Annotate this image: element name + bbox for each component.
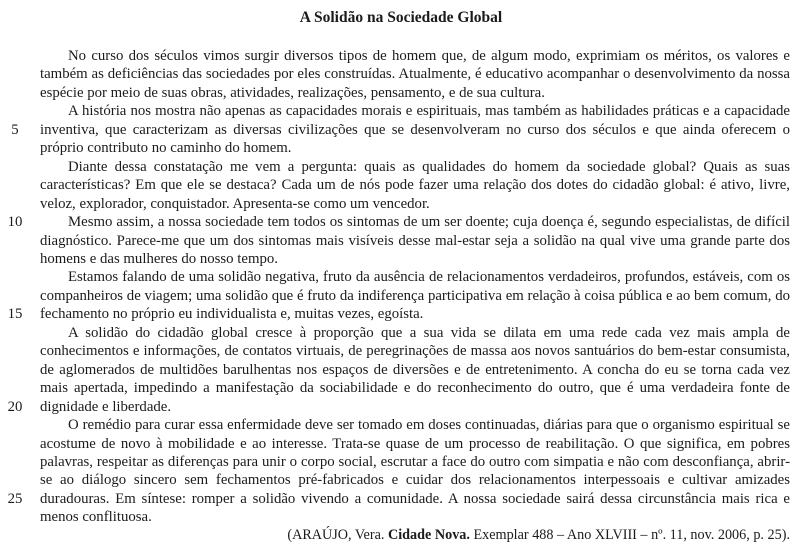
paragraph-3: Diante dessa constatação me vem a pergunta: quais as qualidades do homem da sociedade global? Quais as suas características? Em que ele se destaca? Cada um de nós pode fazer uma relação dos dotes do cidadão global: é ativo, livre, veloz, explorador, conquistador. Apresenta-se como um vencedor. [40, 158, 790, 212]
document-body [40, 47, 790, 527]
citation-author: (ARAÚJO, Vera. [287, 527, 388, 543]
paragraph-4: Mesmo assim, a nossa sociedade tem todos os sintomas de um ser doente; cuja doença é, segundo especialistas, de difícil diagnóstico. Parece-me que um dos sintomas mais visíveis desse mal-estar seja a solidão na qual vive uma grande parte dos homens e das mulheres do nosso tempo. [40, 214, 790, 267]
paragraph-1: No curso dos séculos vimos surgir diversos tipos de homem que, de algum modo, exprimiam os méritos, os valores e também as deficiências das sociedades por eles construídas. Atualmente, é educativo acompanhar o desenvolvimento da nossa espécie por meio de suas obras, atividades, realizações, pensamento, e de sua cultura. [40, 48, 790, 101]
citation-details: Exemplar 488 – Ano XLVIII – nº. 11, nov. 2006, p. 25). [469, 527, 790, 543]
paragraph-2: A história nos mostra não apenas as capacidades morais e espirituais, mas também as habilidades práticas e a capacidade inventiva, que caracterizam as diversas civilizações que se desenvolveram no curso dos séculos e que ainda oferecem o próprio contributo no caminho do homem. [40, 103, 790, 157]
line-number-10: 10 [7, 214, 23, 231]
paragraph-6: A solidão do cidadão global cresce à proporção que a sua vida se dilata em uma rede cada vez mais ampla de conhecimentos e informações, de contatos virtuais, de peregrinações de massa aos novos santuários do bem-estar consumista, de aglomerados de multidões barulhentas nos espaços de diversões e de entretenimento. A concha do eu se torna cada vez mais apertada, impedindo a manifestação da sociabilidade e do reconhecimento do outro, que é uma verdadeira fonte de dignidade e liberdade. [40, 324, 790, 415]
line-number-5: 5 [11, 121, 19, 138]
line-number-25: 25 [7, 490, 23, 507]
paragraph-7: O remédio para curar essa enfermidade deve ser tomado em doses continuadas, diárias para que o organismo espiritual se acostume de novo à mobilidade e ao interesse. Trata-se quase de um processo de reabilitação. O que significa, em pobres palavras, respeitar as diferenças para unir o corpo social, escrutar a face do outro com simpatia e não com desconfiança, abrir-se ao diálogo sincero sem fechamentos pré-fabricados e cuidar dos relacionamentos interpessoais e cultivar amizades duradouras. Em síntese: romper a solidão vivendo a comunidade. A nossa sociedade sairá dessa circunstância mais rica e menos conflituosa. [40, 417, 790, 526]
citation-journal: Cidade Nova. [387, 527, 470, 543]
paragraph-5: Estamos falando de uma solidão negativa, fruto da ausência de relacionamentos verdadeiros, profundos, estáveis, com os companheiros de viagem; uma solidão que é fruto da indiferença participativa em relação à coisa pública e ao bem comum, do fechamento no próprio eu individualista e, muitas vezes, egoísta. [40, 269, 790, 323]
document-title: A Solidão na Sociedade Global [299, 9, 503, 26]
line-number-15: 15 [7, 306, 23, 323]
line-number-20: 20 [7, 398, 23, 415]
citation [40, 526, 790, 544]
